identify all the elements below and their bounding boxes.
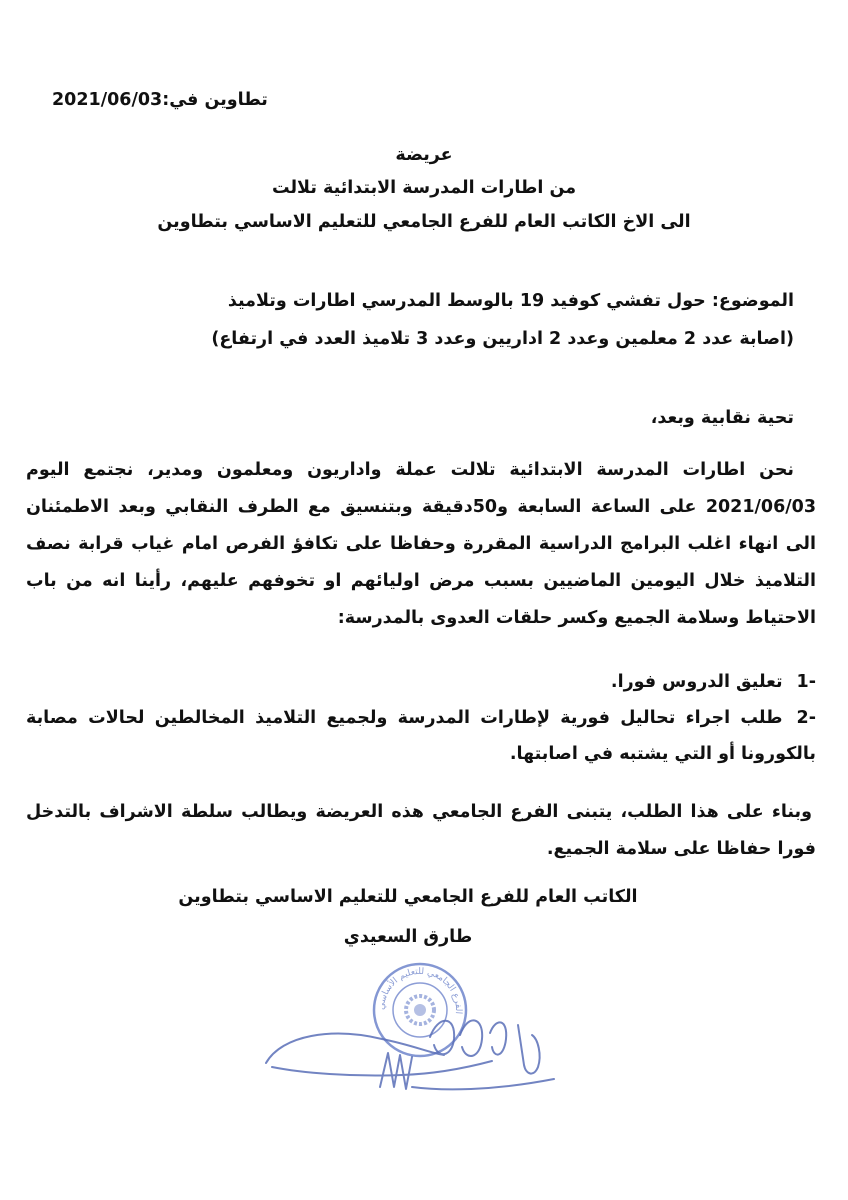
document-heading: عريضة xyxy=(395,145,453,165)
demand-item-1 xyxy=(26,664,816,700)
signatory-title: الكاتب العام للفرع الجامعي للتعليم الاساسي بتطاوين xyxy=(178,887,638,907)
closing-paragraph: وبناء على هذا الطلب، يتبنى الفرع الجامعي هذه العريضة ويطالب سلطة الاشراف بالتدخل فورا حفاظا على سلامة الجميع. xyxy=(26,802,816,859)
demand-item-2 xyxy=(26,700,816,772)
demand-number: -1 xyxy=(796,672,816,692)
recipient-line: الى الاخ الكاتب العام للفرع الجامعي للتعليم الاساسي بتطاوين xyxy=(157,212,691,232)
subject-line: الموضوع: حول تفشي كوفيد 19 بالوسط المدرسي اطارات وتلاميذ xyxy=(227,291,794,311)
svg-text:الفرع الجامعي للتعليم الأساسي: الفرع الجامعي للتعليم الأساسي xyxy=(376,966,464,1015)
signatory-name: طارق السعيدي xyxy=(343,927,473,947)
greeting: تحية نقابية وبعد، xyxy=(650,408,794,428)
date-line: تطاوين في:2021/06/03 xyxy=(52,90,268,110)
handwritten-signature xyxy=(262,995,562,1105)
demand-text: تعليق الدروس فورا. xyxy=(610,672,783,692)
sender-line: من اطارات المدرسة الابتدائية تلالت xyxy=(271,178,577,198)
demand-number: -2 xyxy=(796,708,816,728)
subject-detail-line: (اصابة عدد 2 معلمين وعدد 2 اداريين وعدد 3 تلاميذ العدد في ارتفاع) xyxy=(211,329,794,349)
demand-text: طلب اجراء تحاليل فورية لإطارات المدرسة ولجميع التلاميذ المخالطين لحالات مصابة بالكورونا أو التي يشتبه في اصابتها. xyxy=(26,708,816,764)
body-paragraph: نحن اطارات المدرسة الابتدائية تلالت عملة واداريون ومعلمون ومدير، نجتمع اليوم 2021/06/03 على الساعة السابعة و50دقيقة وبتنسيق مع الطرف النقابي وبعد الاطمئنان الى انهاء اغلب البرامج الدراسية المقررة وحفاظا على تكافؤ الفرص امام غياب قرابة نصف التلاميذ خلال اليومين الماضيين بسبب مرض اوليائهم او تخوفهم عليهم، رأينا انه من باب الاحتياط وسلامة الجميع وكسر حلقات العدوى بالمدرسة: xyxy=(26,460,817,628)
